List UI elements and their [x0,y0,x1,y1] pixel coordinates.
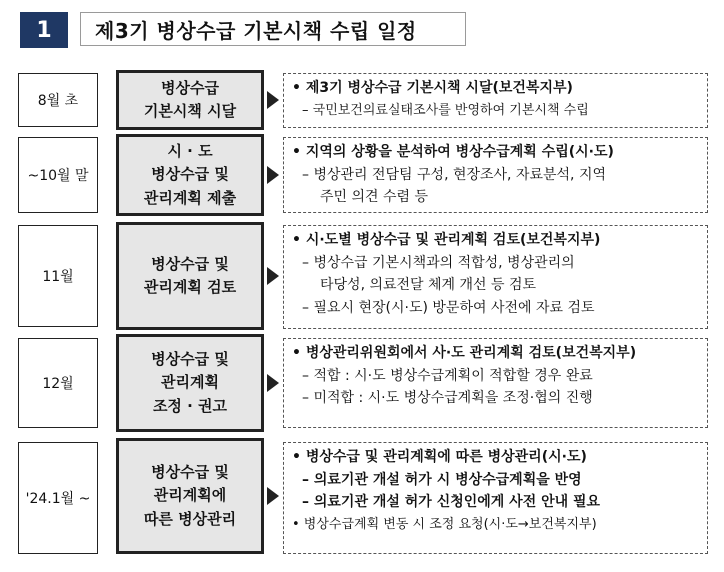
section-title: 제3기 병상수급 기본시책 수립 일정 [80,12,466,46]
detail-bullet: • 병상관리위원회에서 사·도 관리계획 검토(보건복지부) [292,345,637,361]
detail-subitem: – 병상관리 전담팀 구성, 현장조사, 자료분석, 지역 [302,166,607,183]
arrow-icon [267,267,279,285]
detail-continuation: 주민 의견 수렴 등 [320,189,429,206]
detail-subitem: – 국민보건의료실태조사를 반영하여 기본시책 수립 [302,102,589,118]
step-line: 병상수급 및 [151,350,229,369]
arrow-icon [267,487,279,505]
step-line: 조정 · 권고 [152,396,228,415]
step-line: 병상수급 및 [151,463,229,482]
date-cell: 11월 [18,225,98,327]
step-line: 병상수급 및 [151,165,229,184]
date-cell: 12월 [18,338,98,428]
step-box [116,334,264,432]
step-line: 관리계획에 [153,486,227,505]
detail-subitem: – 적합 : 시·도 병상수급계획이 적합할 경우 완료 [302,367,593,384]
detail-box [283,137,708,213]
date-cell: 8월 초 [18,73,98,127]
detail-subitem: – 의료기관 개설 허가 신청인에게 사전 안내 필요 [302,494,601,511]
detail-subitem: – 의료기관 개설 허가 시 병상수급계획을 반영 [302,471,582,488]
date-cell: '24.1월 ~ [18,442,98,554]
detail-bullet: • 병상수급 및 관리계획에 따른 병상관리(시·도) [292,449,587,465]
arrow-icon [267,166,279,184]
date-cell: ~10월 말 [18,137,98,213]
step-line: 관리계획 검토 [143,278,237,296]
step-box [116,438,264,554]
step-box [116,222,264,330]
detail-box [283,442,708,554]
detail-subitem: – 병상수급 기본시책과의 적합성, 병상관리의 [302,254,575,271]
detail-bullet: • 병상수급계획 변동 시 조정 요청(시·도→보건복지부) [292,517,597,533]
detail-continuation: 타당성, 의료전달 체계 개선 등 검토 [320,277,537,294]
step-line: 관리계획 제출 [143,188,237,207]
step-line: 기본시책 시달 [143,102,237,120]
detail-bullet: • 시·도별 병상수급 및 관리계획 검토(보건복지부) [292,232,601,248]
detail-box [283,338,708,428]
detail-subitem: – 미적합 : 시·도 병상수급계획을 조정·협의 진행 [302,390,593,407]
arrow-icon [267,374,279,392]
step-line: 따른 병상관리 [143,509,237,528]
detail-box [283,225,708,329]
step-line: 병상수급 [161,78,219,97]
step-box [116,70,264,130]
detail-subitem: – 필요시 현장(시·도) 방문하여 사전에 자료 검토 [302,300,595,317]
detail-bullet: • 지역의 상황을 분석하여 병상수급계획 수립(시·도) [292,144,614,160]
step-line: 관리계획 [161,373,219,392]
step-line: 시 · 도 [167,142,213,161]
step-line: 병상수급 및 [151,254,229,273]
section-number: 1 [20,12,68,48]
detail-box [283,73,708,128]
step-box [116,134,264,216]
arrow-icon [267,91,279,109]
detail-bullet: • 제3기 병상수급 기본시책 시달(보건복지부) [292,80,573,96]
